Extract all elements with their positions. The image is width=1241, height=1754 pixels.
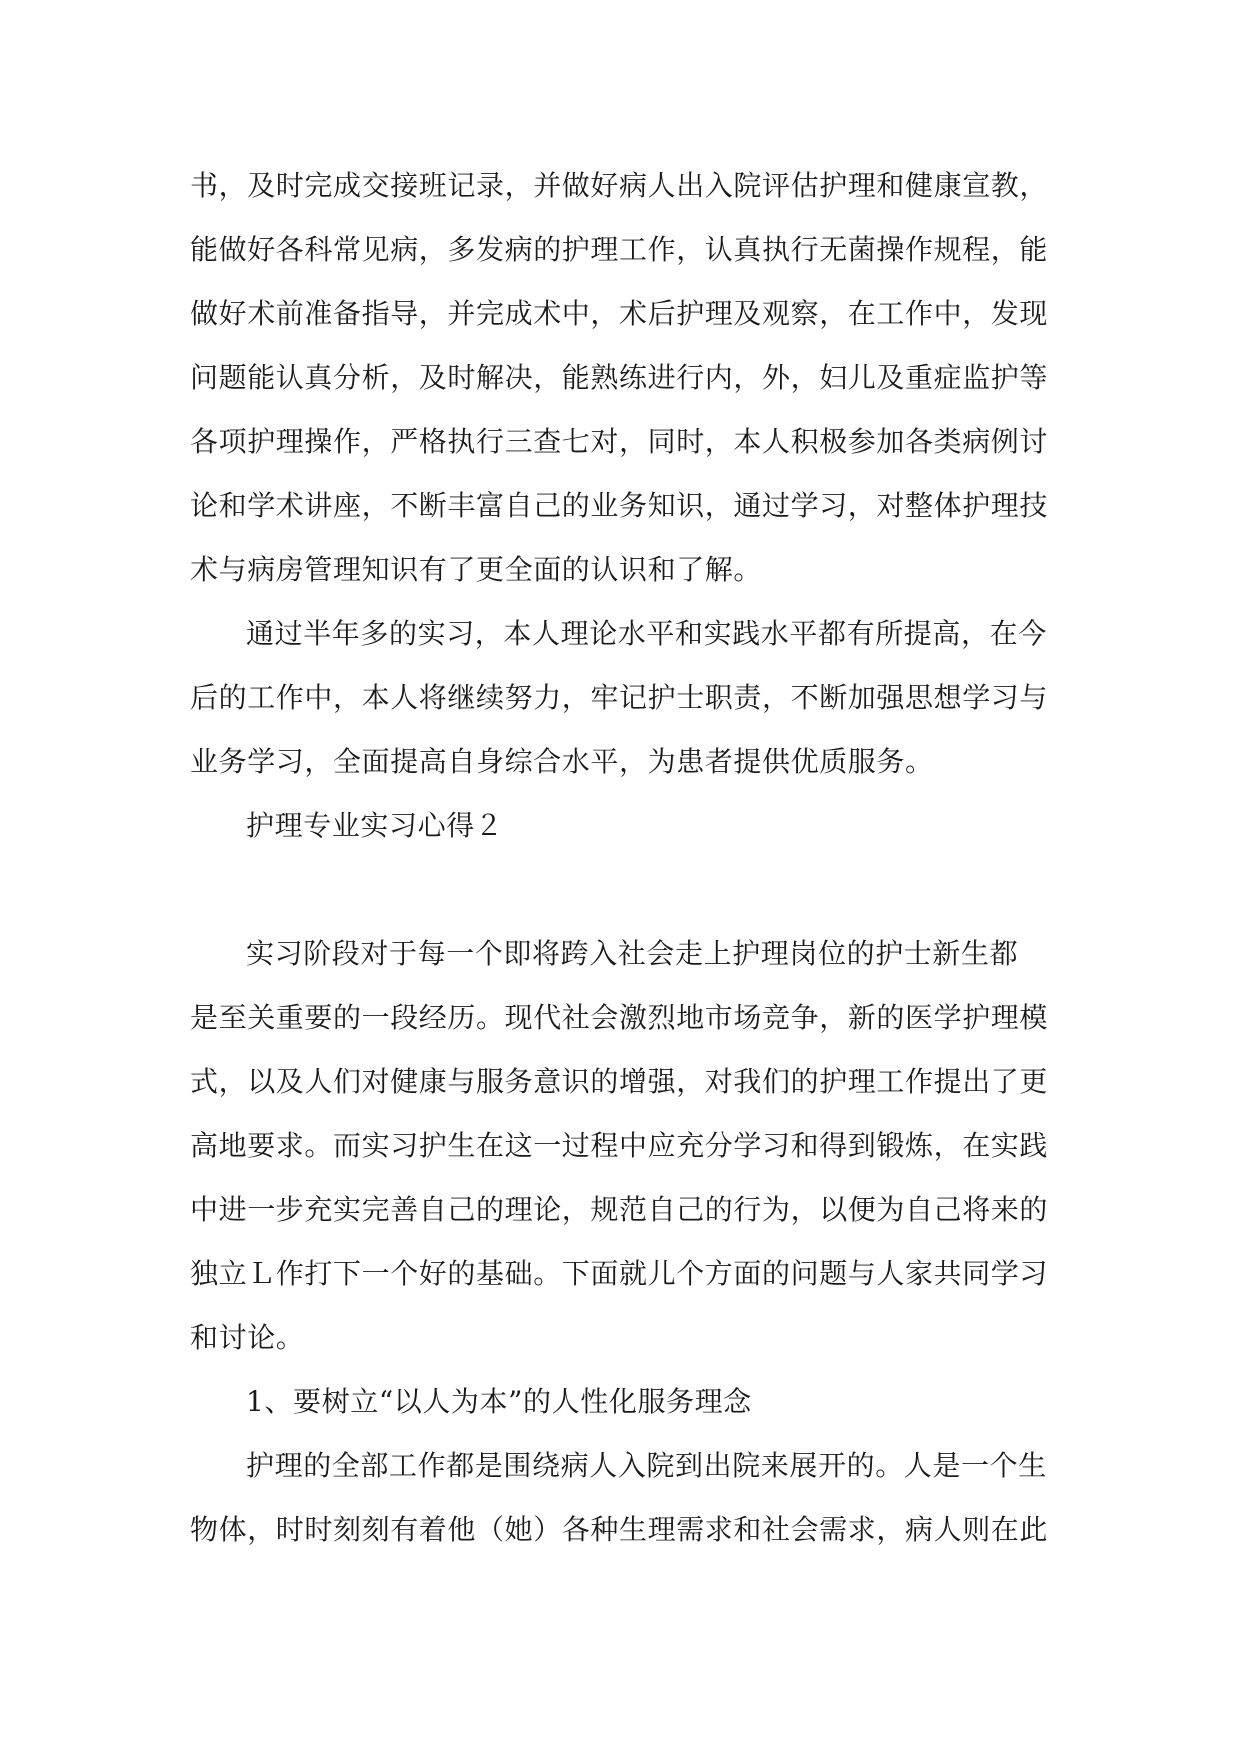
text-line: 通过半年多的实习，本人理论水平和实践水平都有所提高，在今 [246, 617, 1047, 650]
text-line: 是至关重要的一段经历。现代社会激烈地市场竞争，新的医学护理模 [190, 1001, 1049, 1034]
text-line: 物体，时时刻刻有着他（她）各种生理需求和社会需求，病人则在此 [190, 1513, 1049, 1546]
section-heading: 护理专业实习心得２ [246, 809, 504, 842]
text-line: 护理的全部工作都是围绕病人入院到出院来展开的。人是一个生 [246, 1449, 1047, 1482]
text-line: 业务学习，全面提高自身综合水平，为患者提供优质服务。 [190, 745, 934, 778]
text-line: 能做好各科常见病，多发病的护理工作，认真执行无菌操作规程，能 [190, 233, 1049, 266]
text-line: 式，以及人们对健康与服务意识的增强，对我们的护理工作提出了更 [190, 1065, 1049, 1098]
text-line: 实习阶段对于每一个即将跨入社会走上护理岗位的护士新生都 [246, 937, 1019, 970]
text-line: 问题能认真分析，及时解决，能熟练进行内，外，妇儿及重症监护等 [190, 361, 1049, 394]
text-line: 书，及时完成交接班记录，并做好病人出入院评估护理和健康宣教， [190, 169, 1049, 202]
text-line: 后的工作中，本人将继续努力，牢记护士职责，不断加强思想学习与 [190, 681, 1049, 714]
text-line: 和讨论。 [190, 1321, 305, 1354]
text-line: 中进一步充实完善自己的理论，规范自己的行为，以便为自己将来的 [190, 1193, 1049, 1226]
text-line: 各项护理操作，严格执行三查七对，同时，本人积极参加各类病例讨 [190, 425, 1049, 458]
text-line: 论和学术讲座，不断丰富自己的业务知识，通过学习，对整体护理技 [190, 489, 1049, 522]
text-line: 做好术前准备指导，并完成术中，术后护理及观察，在工作中，发现 [190, 297, 1049, 330]
text-line: 高地要求。而实习护生在这一过程中应充分学习和得到锻炼，在实践 [190, 1129, 1049, 1162]
text-line: 独立Ｌ作打下一个好的基础。下面就儿个方面的问题与人家共同学习 [190, 1257, 1049, 1290]
subheading: 1、要树立“以人为本”的人性化服务理念 [246, 1385, 752, 1418]
text-line: 术与病房管理知识有了更全面的认识和了解。 [190, 553, 763, 586]
